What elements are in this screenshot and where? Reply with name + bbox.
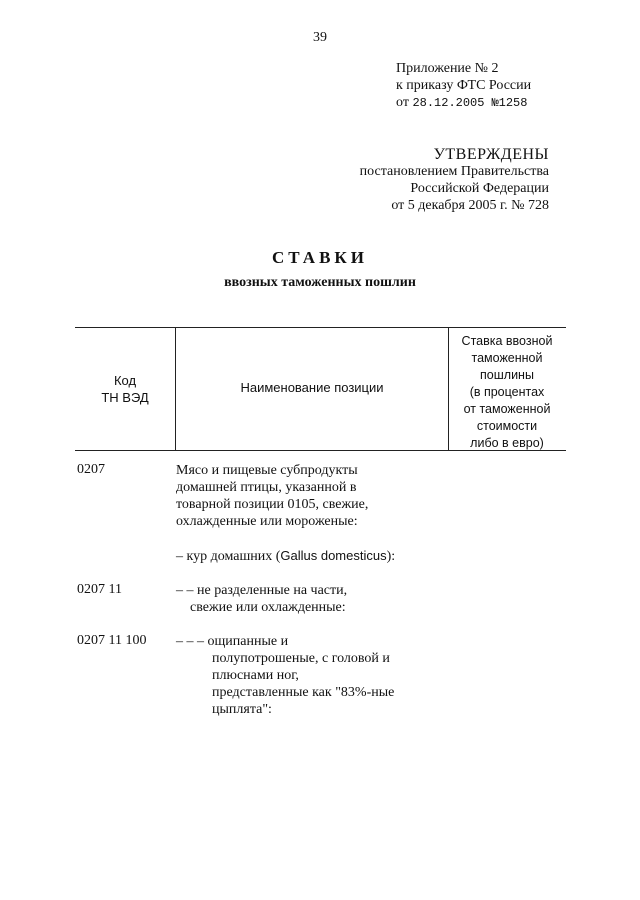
page-number: 39	[313, 30, 327, 45]
document-subtitle: ввозных таможенных пошлин	[224, 275, 416, 290]
annex-block	[396, 60, 531, 112]
description-line: Мясо и пищевые субпродукты	[176, 463, 358, 478]
table-top-border	[75, 327, 566, 328]
description-line: свежие или охлажденные:	[190, 600, 346, 615]
description-line: – – – ощипанные и	[176, 634, 289, 649]
column-header-rate-line-1: Ставка ввозной	[461, 334, 553, 348]
table-row-code: 0207	[77, 462, 105, 477]
approval-line-1: постановлением Правительства	[359, 164, 549, 179]
annex-number: №1258	[491, 96, 528, 110]
approval-block	[360, 146, 549, 214]
approval-line-2: Российской Федерации	[410, 181, 549, 196]
table-row-description	[176, 633, 436, 718]
approval-line-3: от 5 декабря 2005 г. № 728	[391, 198, 549, 213]
description-latin-name: Gallus domesticus	[280, 548, 387, 563]
annex-line-2: к приказу ФТС России	[396, 78, 532, 93]
column-header-rate-line-7: либо в евро)	[470, 436, 544, 450]
column-header-rate-line-6: стоимости	[476, 419, 538, 433]
table-row-description	[176, 582, 436, 616]
column-header-code-line-2: ТН ВЭД	[101, 390, 149, 405]
annex-line-1: Приложение № 2	[396, 61, 499, 76]
column-header-rate-line-3: пошлины	[480, 368, 534, 382]
annex-date: 28.12.2005	[412, 96, 485, 110]
column-header-rate-line-4: (в процентах	[469, 385, 545, 399]
column-header-code	[75, 372, 175, 406]
column-header-rate-line-2: таможенной	[471, 351, 543, 365]
column-header-name: Наименование позиции	[240, 380, 384, 395]
description-prefix: – кур домашних (	[176, 549, 281, 564]
annex-line-3	[396, 94, 531, 112]
table-row-code: 0207 11	[77, 582, 122, 597]
column-header-code-line-1: Код	[113, 373, 137, 388]
column-header-rate-line-5: от таможенной	[463, 402, 551, 416]
annex-date-prefix: от	[396, 95, 413, 110]
description-line: цыплята":	[212, 702, 272, 717]
description-line: полупотрошеные, с головой и	[212, 651, 390, 666]
description-line: охлажденные или мороженые:	[176, 514, 358, 529]
description-line: – – не разделенные на части,	[176, 583, 348, 598]
description-line: представленные как "83%-ные	[212, 685, 395, 700]
description-suffix: ):	[386, 549, 396, 564]
table-row-code: 0207 11 100	[77, 633, 147, 648]
table-row-description	[176, 547, 436, 565]
description-line: домашней птицы, указанной в	[176, 480, 357, 495]
document-title: СТАВКИ	[272, 248, 368, 267]
column-header-rate	[449, 333, 565, 452]
approval-heading: УТВЕРЖДЕНЫ	[433, 146, 549, 163]
table-row-description	[176, 462, 436, 530]
description-line: плюснами ног,	[212, 668, 299, 683]
description-line: товарной позиции 0105, свежие,	[176, 497, 369, 512]
